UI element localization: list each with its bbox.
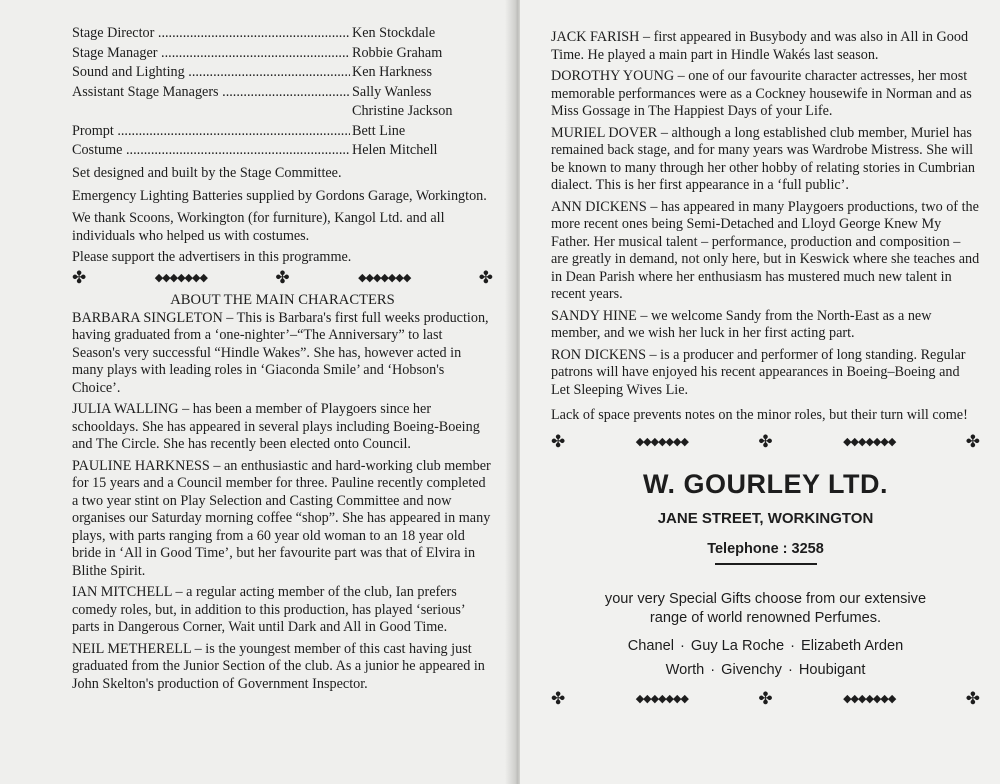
minor-roles-note: Lack of space prevents notes on the minor roles, but their turn will come! bbox=[551, 407, 968, 423]
character-note: JULIA WALLING – has been a member of Playgoers since her schooldays. She has appeared in several plays including Boeing-Boeing and The Circle. She has recently been elected onto Council. bbox=[72, 401, 480, 452]
advertisers-note: Please support the advertisers in this programme. bbox=[72, 249, 352, 265]
advert-offer-line: range of world renowned Perfumes. bbox=[649, 609, 882, 626]
brand-name: Houbigant bbox=[798, 661, 866, 678]
club-ornament-icon: ✤ bbox=[758, 688, 773, 709]
credit-role: Prompt ..... bbox=[72, 122, 350, 142]
credit-row bbox=[72, 44, 493, 64]
advert-company-name: W. GOURLEY LTD. bbox=[642, 468, 888, 499]
club-ornament-icon: ✤ bbox=[275, 267, 290, 288]
advert-telephone: Telephone : 3258 bbox=[707, 540, 824, 557]
credit-row bbox=[72, 141, 493, 161]
credit-role: Assistant Stage Managers ..... bbox=[72, 83, 350, 103]
diamond-row-icon: ◆◆◆◆◆◆◆ bbox=[358, 270, 411, 284]
club-ornament-icon: ✤ bbox=[72, 267, 87, 288]
advert-brands bbox=[551, 634, 980, 682]
ornament-divider bbox=[72, 267, 493, 289]
character-note: MURIEL DOVER – although a long established club member, Muriel has remained back stage, and for many years was Wardrobe Mistress. She will be known to many through her other hobby of relating stories in Cumbrian dialect. This is her first appearance in a ‘full public’. bbox=[551, 124, 975, 193]
diamond-row-icon: ◆◆◆◆◆◆◆ bbox=[843, 691, 896, 705]
credit-name: Ken Harkness bbox=[352, 64, 432, 80]
credit-row bbox=[72, 24, 493, 44]
credit-name: Ken Stockdale bbox=[352, 25, 436, 41]
right-page bbox=[520, 0, 1000, 784]
character-note: ANN DICKENS – has appeared in many Playgoers productions, two of the more recent ones being Semi-Detached and Lloyd George Knew My Father. Her musical talent – performance, production and composition – are greatly in demand, not only here, but in Keswick where she teaches and in Dean Parish where her enthusiasm has mustered much new talent in recent years. bbox=[551, 198, 980, 302]
ornament-divider bbox=[551, 431, 980, 453]
advert-offer bbox=[551, 590, 980, 628]
brand-name: Chanel bbox=[627, 637, 674, 654]
credit-name: Robbie Graham bbox=[352, 44, 443, 61]
diamond-row-icon: ◆◆◆◆◆◆◆ bbox=[635, 691, 688, 705]
club-ornament-icon: ✤ bbox=[478, 267, 493, 288]
credit-row bbox=[72, 122, 493, 142]
credit-name: Bett Line bbox=[352, 122, 406, 139]
diamond-row-icon: ◆◆◆◆◆◆◆ bbox=[635, 434, 688, 448]
ornament-divider bbox=[551, 688, 980, 710]
brand-separator: · bbox=[790, 637, 796, 654]
character-note: RON DICKENS – is a producer and performer of long standing. Regular patrons will have enjoyed his recent appearances in Boeing–Boeing and Let Sleeping Wives Lie. bbox=[551, 346, 966, 398]
club-ornament-icon: ✤ bbox=[551, 688, 566, 709]
brand-name: Guy La Roche bbox=[690, 637, 785, 654]
character-note: SANDY HINE – we welcome Sandy from the North-East as a new member, and we wish her luck in her first acting part. bbox=[551, 307, 932, 341]
character-note: DOROTHY YOUNG – one of our favourite character actresses, her most memorable performances were as a Cockney housewife in Norman and as Miss Gossage in The Happiest Days of your Life. bbox=[551, 68, 972, 119]
brand-separator: · bbox=[787, 661, 793, 678]
advert-street: JANE STREET, WORKINGTON bbox=[657, 509, 874, 527]
brand-separator: · bbox=[710, 661, 716, 678]
advert-offer-line: your very Special Gifts choose from our extensive bbox=[604, 590, 927, 607]
credit-role: Costume ..... bbox=[72, 141, 350, 161]
characters-heading: ABOUT THE MAIN CHARACTERS bbox=[170, 291, 395, 308]
credit-role: Sound and Lighting ..... bbox=[72, 63, 350, 83]
brand-row bbox=[551, 634, 980, 658]
character-note: PAULINE HARKNESS – an enthusiastic and hard-working club member for 15 years and a Council member for three. Pauline recently completed a two year stint on Play Selection and Casting Committee and now organises our Saturday morning coffee “shop”. She has appeared in many plays, with parts ranging from a 60 year old woman to an 18 year old bride in ‘All in Good Time’, but her favourite part was that of Elvira in Blithe Spirit. bbox=[72, 457, 491, 579]
brand-separator: · bbox=[679, 637, 685, 654]
lighting-note: Emergency Lighting Batteries supplied by Gordons Garage, Workington. bbox=[72, 188, 487, 204]
character-note: IAN MITCHELL – a regular acting member of the club, Ian prefers comedy roles, but, in addition to this production, has played ‘serious’ parts in Dangerous Corner, Wait until Dark and All in Good Time. bbox=[72, 584, 465, 635]
credit-name-extra: Christine Jackson bbox=[352, 103, 453, 119]
brand-row bbox=[551, 658, 980, 682]
production-credits bbox=[72, 24, 493, 161]
credit-name: Helen Mitchell bbox=[352, 142, 438, 158]
brand-name: Givenchy bbox=[721, 661, 782, 678]
credit-row bbox=[72, 83, 493, 103]
club-ornament-icon: ✤ bbox=[758, 431, 773, 452]
thanks-note: We thank Scoons, Workington (for furniture), Kangol Ltd. and all individuals who helped us with costumes. bbox=[72, 210, 445, 244]
set-note: Set designed and built by the Stage Committee. bbox=[72, 164, 342, 181]
brand-name: Worth bbox=[665, 661, 705, 678]
credit-role: Stage Director ..... bbox=[72, 24, 350, 44]
character-note: JACK FARISH – first appeared in Busybody and was also in All in Good Time. He played a main part in Hindle Wakés last season. bbox=[551, 29, 969, 63]
club-ornament-icon: ✤ bbox=[965, 688, 980, 709]
diamond-row-icon: ◆◆◆◆◆◆◆ bbox=[154, 270, 207, 284]
credit-role: Stage Manager ..... bbox=[72, 44, 350, 64]
gourley-advert bbox=[551, 467, 980, 682]
character-note: NEIL METHERELL – is the youngest member of this cast having just graduated from the Junior Section of the club. As a junior he appeared in John Skelton's production of Government Inspector. bbox=[72, 640, 485, 692]
brand-name: Elizabeth Arden bbox=[801, 637, 904, 654]
credit-row bbox=[72, 63, 493, 83]
advert-underline bbox=[715, 563, 817, 565]
club-ornament-icon: ✤ bbox=[551, 431, 566, 452]
character-note: BARBARA SINGLETON – This is Barbara's first full weeks production, having graduated from a ‘one-nighter’–“The Anniversary” to last Season's very successful “Hindle Wakes”. She has, however acted in many plays with leading roles in ‘Giaconda Smile’ and ‘Hobson's Choice’. bbox=[72, 309, 489, 396]
club-ornament-icon: ✤ bbox=[965, 431, 980, 452]
credit-name: Sally Wanless bbox=[352, 83, 432, 100]
diamond-row-icon: ◆◆◆◆◆◆◆ bbox=[843, 434, 896, 448]
